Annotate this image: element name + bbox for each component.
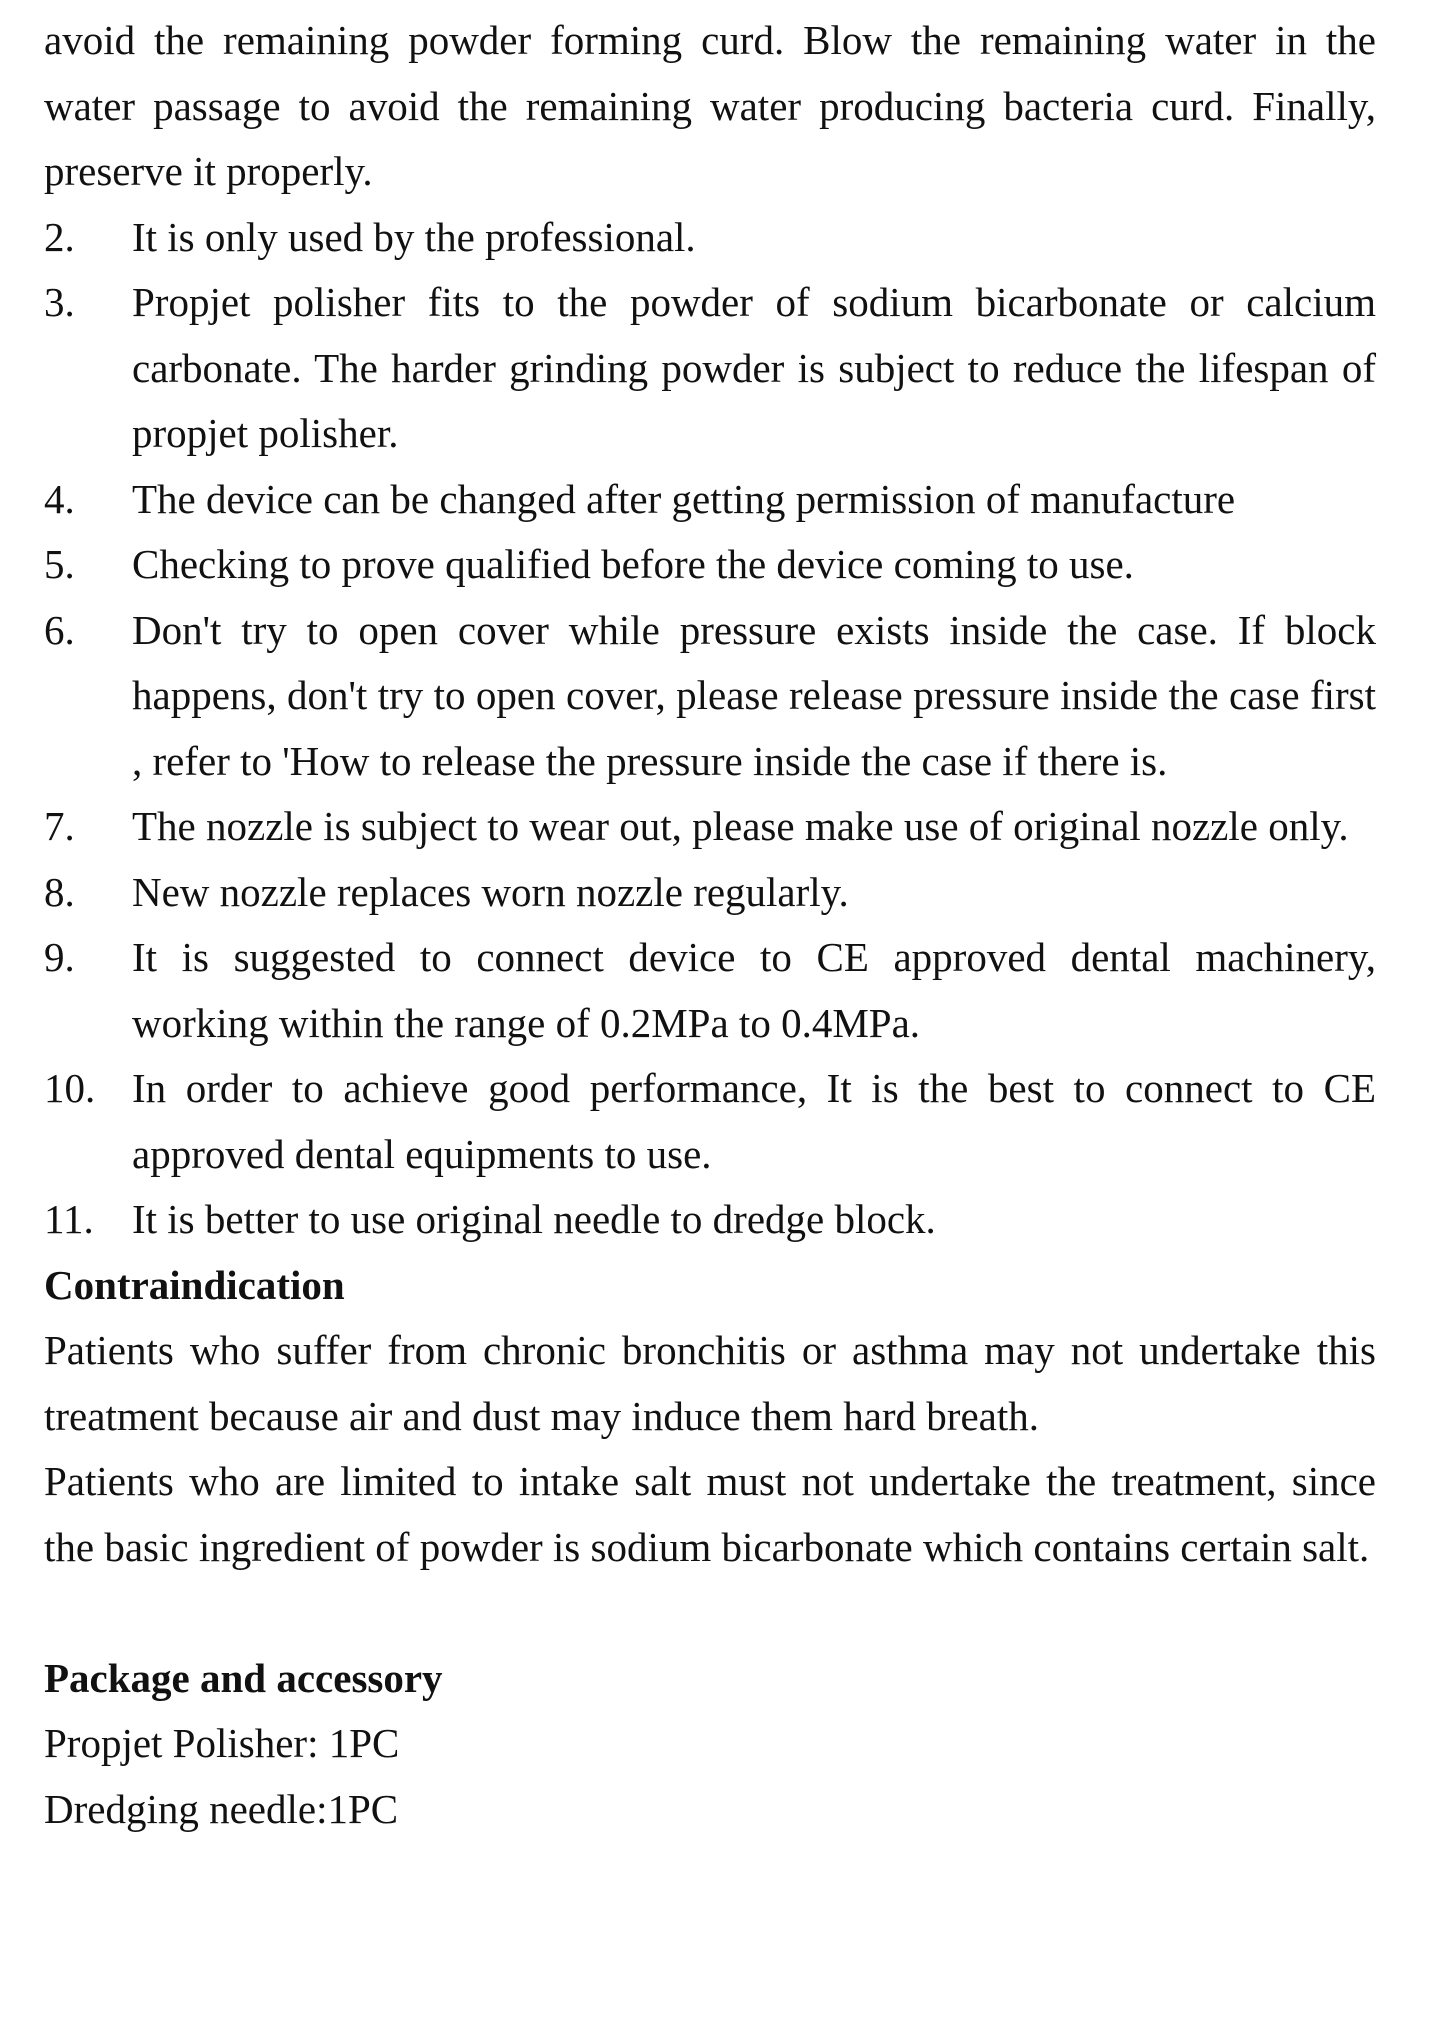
list-item-text: The device can be changed after getting permission of manufacture [132,475,1236,522]
list-item [44,467,1376,533]
contraindication-paragraph-1: Patients who suffer from chronic bronchitis or asthma may not undertake this treatment because air and dust may induce them hard breath. [44,1327,1376,1439]
list-item [44,925,1376,1056]
list-item-text: In order to achieve good performance, It is the best to connect to CE approved dental equipments to use. [132,1065,1376,1177]
section-spacer [44,1580,1376,1646]
list-item-number: 3. [44,279,75,325]
list-item-number: 11. [44,1196,94,1242]
list-item-text: It is better to use original needle to dredge block. [132,1196,936,1242]
list-item-number: 4. [44,475,75,522]
intro-paragraph: avoid the remaining powder forming curd. Blow the remaining water in the water passage to avoid the remaining water producing bacteria curd. Finally, preserve it properly. [44,17,1376,194]
contraindication-heading: Contraindication [44,1261,345,1308]
document-page [44,8,1376,1842]
list-item [44,794,1376,860]
list-item-text: New nozzle replaces worn nozzle regularly. [132,868,849,915]
contraindication-paragraph-2: Patients who are limited to intake salt must not undertake the treatment, since the basic ingredient of powder is sodium bicarbonate which contains certain salt. [44,1458,1376,1570]
list-item-number: 8. [44,868,75,915]
list-item [44,598,1376,795]
list-item [44,532,1376,598]
list-item-text: It is only used by the professional. [132,213,696,260]
package-item: Dredging needle:1PC [44,1785,399,1832]
list-item [44,860,1376,926]
list-item-number: 6. [44,606,75,653]
list-item-number: 5. [44,541,75,587]
list-item-text: It is suggested to connect device to CE approved dental machinery, working within the range of 0.2MPa to 0.4MPa. [132,934,1376,1046]
package-item: Propjet Polisher: 1PC [44,1720,400,1766]
list-item-number: 9. [44,934,75,980]
list-item-number: 2. [44,213,75,260]
list-item-number: 10. [44,1065,96,1111]
list-item-text: Propjet polisher fits to the powder of sodium bicarbonate or calcium carbonate. The harder grinding powder is subject to reduce the lifespan of propjet polisher. [132,279,1376,456]
list-item [44,1056,1376,1187]
list-item-text: Checking to prove qualified before the device coming to use. [132,541,1134,587]
list-item-number: 7. [44,803,75,849]
list-item-text: Don't try to open cover while pressure exists inside the case. If block happens, don't try to open cover, please release pressure inside the case first , refer to 'How to release the pressure inside the case if there is. [132,606,1376,784]
package-heading: Package and accessory [44,1654,443,1701]
list-item [44,205,1376,271]
list-item [44,270,1376,467]
list-item-text: The nozzle is subject to wear out, please make use of original nozzle only. [132,803,1349,849]
list-item [44,1187,1376,1253]
precautions-list [44,205,1376,1253]
